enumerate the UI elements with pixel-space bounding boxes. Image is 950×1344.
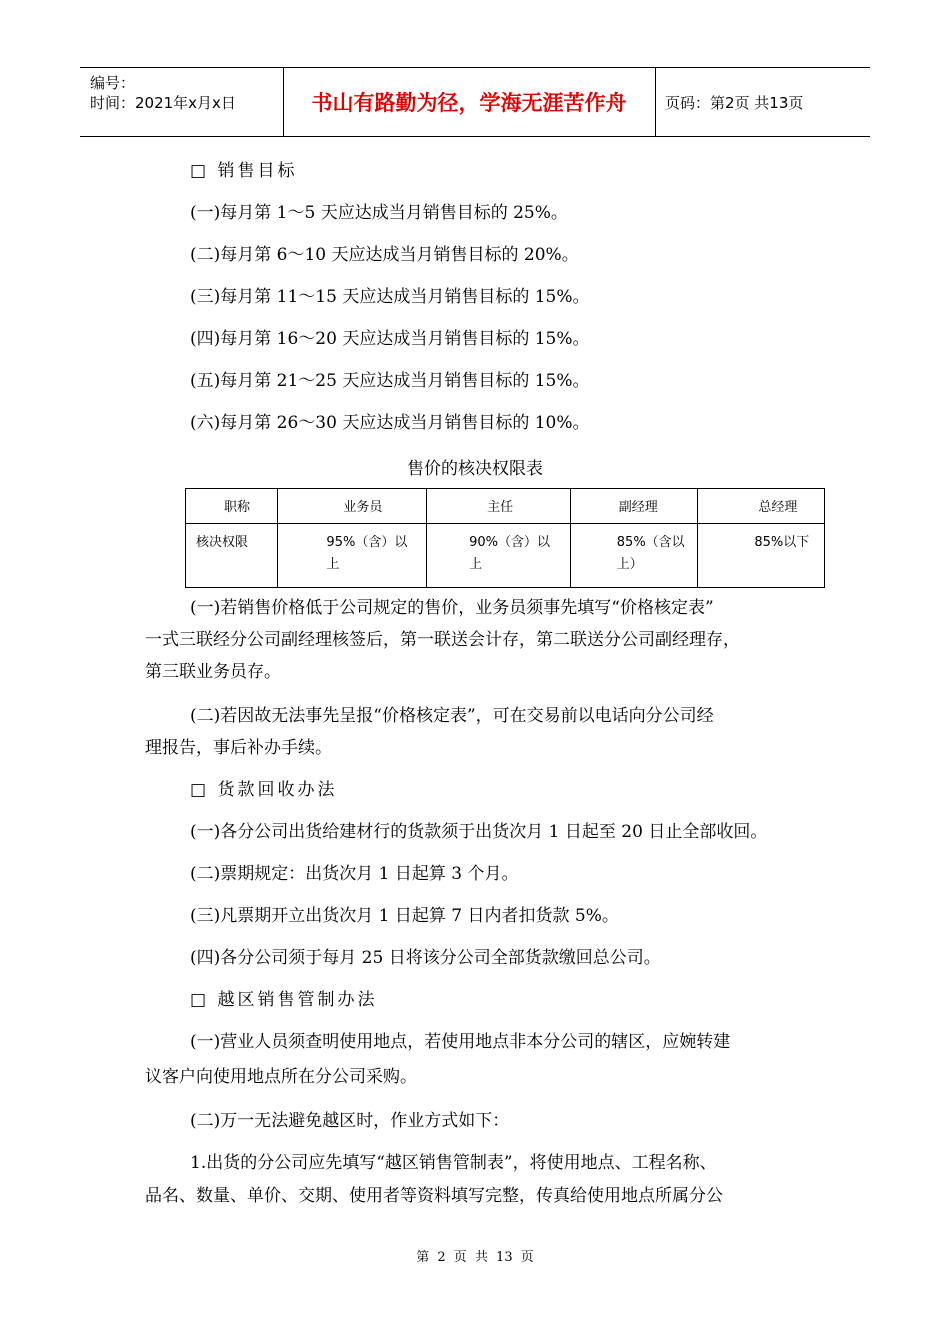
table-cell: 85%（含以上）: [570, 524, 698, 588]
table-cell: 核决权限: [186, 524, 278, 588]
header-meta: [90, 73, 280, 113]
section-heading-collection: □ 货款回收办法: [190, 780, 338, 800]
sales-target-item: (三)每月第 11～15 天应达成当月销售目标的 15%。: [190, 287, 590, 307]
table-cell: 85%以下: [698, 524, 825, 588]
price-note-1-cont: 第三联业务员存。: [145, 662, 281, 682]
cross-region-item-cont: 议客户向使用地点所在分公司采购。: [145, 1067, 417, 1087]
table-header-cell: 业务员: [278, 489, 427, 524]
sales-target-item: (五)每月第 21～25 天应达成当月销售目标的 15%。: [190, 371, 590, 391]
table-header-cell: 职称: [186, 489, 278, 524]
cross-region-item: (一)营业人员须查明使用地点，若使用地点非本分公司的辖区，应婉转建: [190, 1032, 731, 1052]
header-motto: 书山有路勤为径，学海无涯苦作舟: [311, 91, 627, 115]
cross-region-subitem-cont: 品名、数量、单价、交期、使用者等资料填写完整，传真给使用地点所属分公: [145, 1186, 723, 1206]
collection-item: (三)凡票期开立出货次月 1 日起算 7 日内者扣货款 5%。: [190, 906, 619, 926]
collection-item: (一)各分公司出货给建材行的货款须于出货次月 1 日起至 20 日止全部收回。: [190, 822, 768, 842]
price-note-2: (二)若因故无法事先呈报“价格核定表”，可在交易前以电话向分公司经: [190, 706, 714, 726]
table-header-cell: 主任: [427, 489, 571, 524]
document-date: 时间：2021年x月x日: [90, 94, 236, 112]
table-header-cell: 总经理: [698, 489, 825, 524]
section-heading-sales-target: □ 销售目标: [190, 161, 298, 181]
header-divider: [655, 68, 656, 136]
cross-region-item: (二)万一无法避免越区时，作业方式如下：: [190, 1111, 510, 1131]
document-number-label: 编号：: [90, 74, 136, 92]
collection-item: (四)各分公司须于每月 25 日将该分公司全部货款缴回总公司。: [190, 948, 661, 968]
table-cell: 90%（含）以上: [427, 524, 571, 588]
price-note-1-cont: 一式三联经分公司副经理核签后，第一联送会计存，第二联送分公司副经理存，: [145, 630, 740, 650]
cross-region-subitem: 1.出货的分公司应先填写“越区销售管制表”，将使用地点、工程名称、: [190, 1153, 717, 1173]
table-caption: 售价的核决权限表: [407, 459, 543, 479]
page-header: [80, 67, 870, 137]
sales-target-item: (六)每月第 26～30 天应达成当月销售目标的 10%。: [190, 413, 590, 433]
header-page-info: 页码：第2页 共13页: [665, 93, 804, 112]
table-cell: 95%（含）以上: [278, 524, 427, 588]
sales-target-item: (四)每月第 16～20 天应达成当月销售目标的 15%。: [190, 329, 590, 349]
table-header-row: [186, 489, 825, 524]
price-note-1: (一)若销售价格低于公司规定的售价，业务员须事先填写“价格核定表”: [190, 598, 714, 618]
table-header-cell: 副经理: [570, 489, 698, 524]
collection-item: (二)票期规定：出货次月 1 日起算 3 个月。: [190, 864, 519, 884]
sales-target-item: (二)每月第 6～10 天应达成当月销售目标的 20%。: [190, 245, 579, 265]
price-authority-table: [185, 488, 825, 588]
price-note-2-cont: 理报告，事后补办手续。: [145, 738, 332, 758]
sales-target-item: (一)每月第 1～5 天应达成当月销售目标的 25%。: [190, 203, 568, 223]
table-row: [186, 524, 825, 588]
page-footer: 第 2 页 共 13 页: [416, 1250, 534, 1265]
section-heading-cross-region: □ 越区销售管制办法: [190, 990, 378, 1010]
